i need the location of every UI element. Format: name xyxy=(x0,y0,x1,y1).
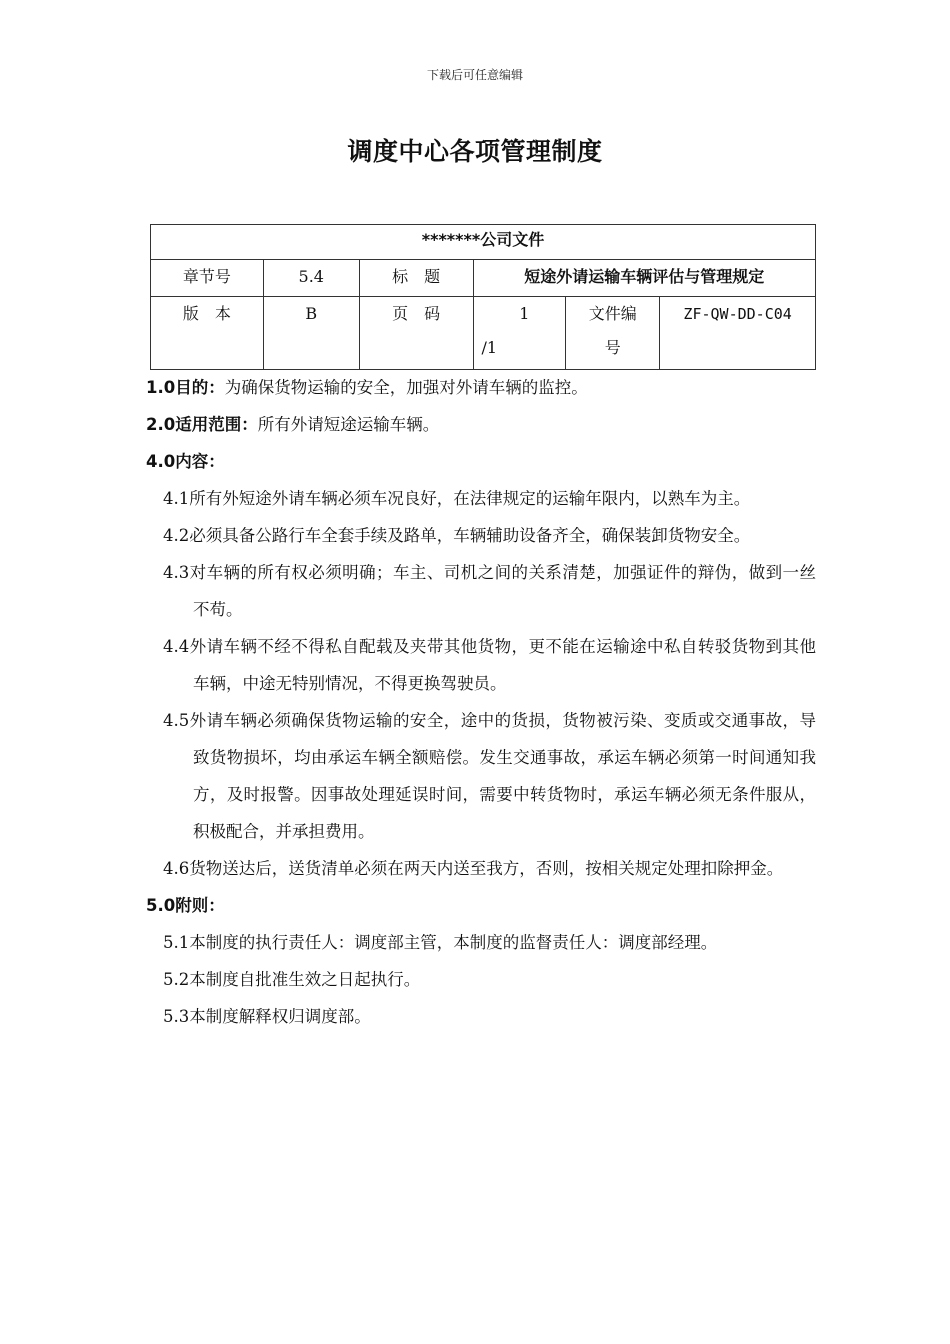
company-name: *******公司文件 xyxy=(151,225,816,260)
section-appendix-heading: 5.0附则： xyxy=(146,896,225,915)
content-item: 4.5外请车辆必须确保货物运输的安全，途中的货损，货物被污染、变质或交通事故，导致货物损坏，均由承运车辆全额赔偿。发生交通事故，承运车辆必须第一时间通知我方，及时报警。因事故处理延误时间，需要中转货物时，承运车辆必须无条件服从，积极配合，并承担费用。 xyxy=(163,711,816,841)
header-note: 下载后可任意编辑 xyxy=(426,68,523,82)
appendix-item: 5.3本制度解释权归调度部。 xyxy=(163,1007,371,1026)
version-label: 版 本 xyxy=(151,297,264,370)
section-scope-heading: 2.0适用范围： xyxy=(146,415,258,434)
chapter-value: 5.4 xyxy=(263,260,359,297)
appendix-item: 5.1本制度的执行责任人：调度部主管，本制度的监督责任人：调度部经理。 xyxy=(163,933,718,952)
file-number-label xyxy=(566,297,660,370)
page-label: 页 码 xyxy=(359,297,473,370)
version-value: B xyxy=(263,297,359,370)
document-body xyxy=(146,369,816,1035)
file-number-label-line1: 文件编 xyxy=(588,304,637,323)
chapter-label: 章节号 xyxy=(151,260,264,297)
page-number: 1 xyxy=(519,304,530,323)
page-total: /1 xyxy=(481,338,498,357)
content-item: 4.3对车辆的所有权必须明确；车主、司机之间的关系清楚，加强证件的辩伪，做到一丝不苟。 xyxy=(163,563,816,619)
section-scope-text: 所有外请短途运输车辆。 xyxy=(257,415,440,434)
section-purpose-text: 为确保货物运输的安全，加强对外请车辆的监控。 xyxy=(224,378,588,397)
file-number-label-line2: 号 xyxy=(604,338,621,357)
section-purpose-heading: 1.0目的： xyxy=(146,378,225,397)
section-content-heading: 4.0内容： xyxy=(146,452,225,471)
file-number-value: ZF-QW-DD-C04 xyxy=(660,297,816,370)
title-label: 标 题 xyxy=(359,260,473,297)
section-purpose xyxy=(146,369,816,406)
title-value: 短途外请运输车辆评估与管理规定 xyxy=(473,260,816,297)
document-title: 调度中心各项管理制度 xyxy=(347,137,603,166)
content-item: 4.2必须具备公路行车全套手续及路单，车辆辅助设备齐全，确保装卸货物安全。 xyxy=(163,526,751,545)
section-scope xyxy=(146,406,816,443)
appendix-item: 5.2本制度自批准生效之日起执行。 xyxy=(163,970,421,989)
content-item: 4.1所有外短途外请车辆必须车况良好，在法律规定的运输年限内，以熟车为主。 xyxy=(163,489,751,508)
content-item: 4.6货物送达后，送货清单必须在两天内送至我方，否则，按相关规定处理扣除押金。 xyxy=(163,859,784,878)
page-value xyxy=(473,297,566,370)
content-item: 4.4外请车辆不经不得私自配载及夹带其他货物，更不能在运输途中私自转驳货物到其他车辆，中途无特别情况，不得更换驾驶员。 xyxy=(163,637,816,693)
document-info-table xyxy=(150,224,816,370)
